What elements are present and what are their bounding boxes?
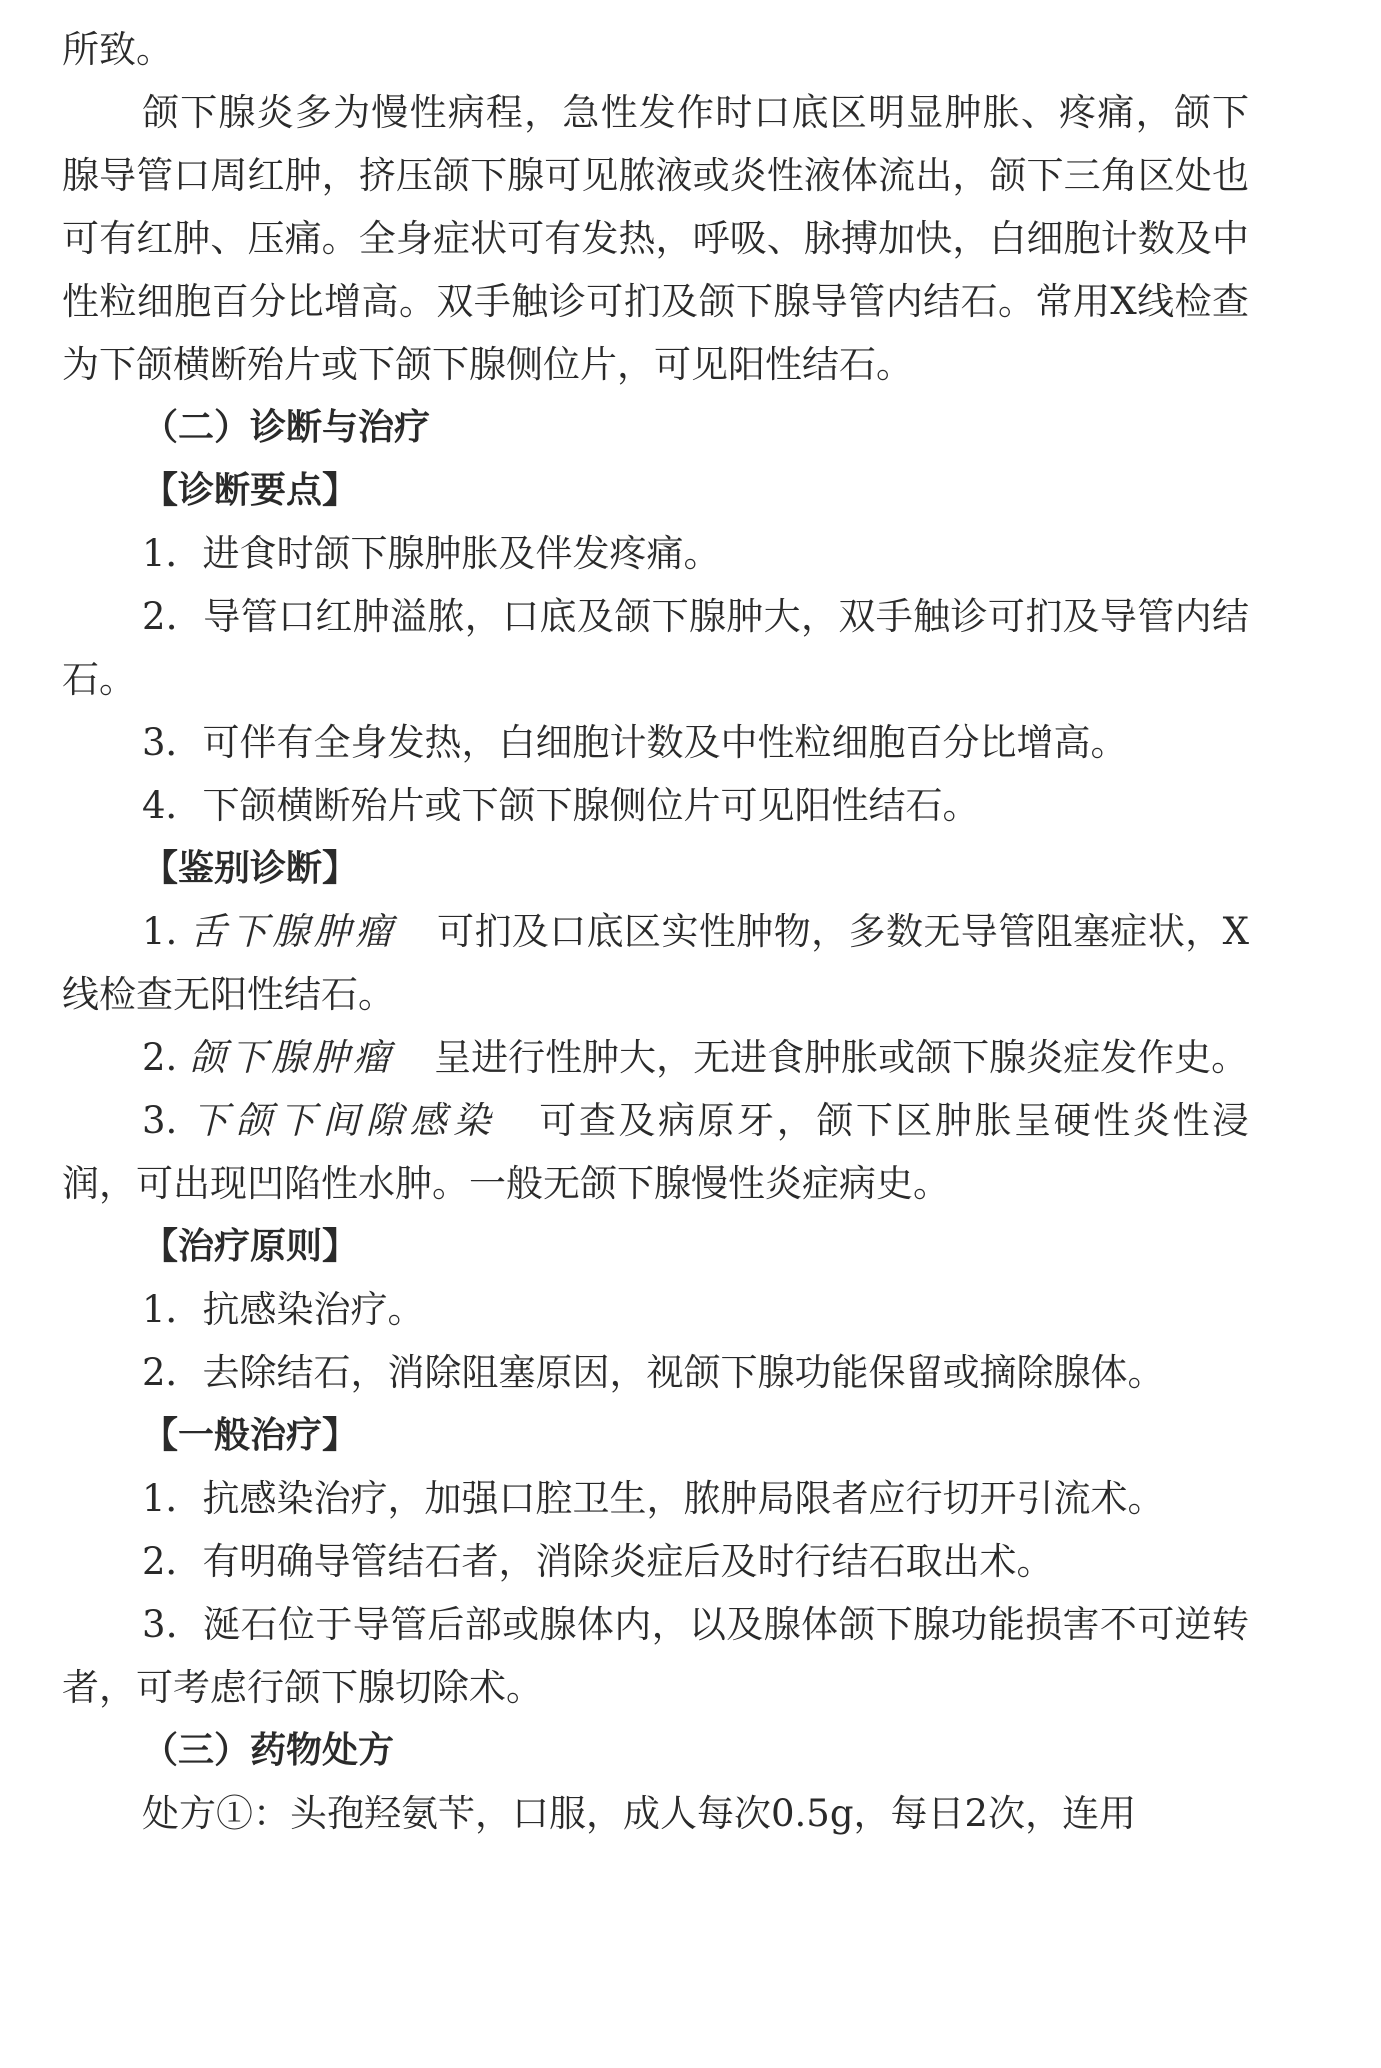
differential-item <box>62 900 1249 1026</box>
list-item: 3．涎石位于导管后部或腺体内，以及腺体颌下腺功能损害不可逆转者，可考虑行颌下腺切除术。 <box>62 1603 1249 1709</box>
document-page <box>62 18 1249 1845</box>
list-item: 2．导管口红肿溢脓，口底及颌下腺肿大，双手触诊可扪及导管内结石。 <box>62 595 1249 701</box>
list-item: 4．下颌横断殆片或下颌下腺侧位片可见阳性结石。 <box>142 784 980 827</box>
list-item: 2．去除结石，消除阻塞原因，视颌下腺功能保留或摘除腺体。 <box>142 1351 1165 1394</box>
differential-item <box>62 1026 1249 1089</box>
differential-item <box>62 1089 1249 1215</box>
section-heading-prescriptions: （三）药物处方 <box>142 1730 395 1771</box>
list-item: 2．有明确导管结石者，消除炎症后及时行结石取出术。 <box>142 1540 1054 1583</box>
item-term: 下颌下间隙感染 <box>191 1099 497 1142</box>
subheading-treatment-principles: 【治疗原则】 <box>142 1226 359 1267</box>
list-item: 1．进食时颌下腺肿胀及伴发疼痛。 <box>142 532 721 575</box>
intro-tail: 所致。 <box>62 28 173 71</box>
item-term: 舌下腺肿瘤 <box>189 910 397 953</box>
list-item: 1．抗感染治疗，加强口腔卫生，脓肿局限者应行切开引流术。 <box>142 1477 1165 1520</box>
item-number: 1. <box>142 910 178 953</box>
item-text: 呈进行性肿大，无进食肿胀或颌下腺炎症发作史。 <box>434 1036 1249 1079</box>
list-item: 3．可伴有全身发热，白细胞计数及中性粒细胞百分比增高。 <box>142 721 1128 764</box>
clinical-paragraph: 颌下腺炎多为慢性病程，急性发作时口底区明显肿胀、疼痛，颌下腺导管口周红肿，挤压颌下腺可见脓液或炎性液体流出，颌下三角区处也可有红肿、压痛。全身症状可有发热，呼吸、脉搏加快，白细胞计数及中性粒细胞百分比增高。双手触诊可扪及颌下腺导管内结石。常用X线检查为下颌横断殆片或下颌下腺侧位片，可见阳性结石。 <box>62 91 1249 386</box>
subheading-diagnosis-points: 【诊断要点】 <box>142 470 359 511</box>
item-number: 3. <box>142 1099 178 1142</box>
subheading-differential-diagnosis: 【鉴别诊断】 <box>142 848 359 889</box>
item-text: 可查及病原牙，颌下区肿胀呈硬性炎性浸润，可出现凹陷性水肿。一般无颌下腺慢性炎症病史。 <box>62 1099 1250 1205</box>
item-text: 可扪及口底区实性肿物，多数无导管阻塞症状，X线检查无阳性结石。 <box>62 910 1250 1016</box>
item-term: 颌下腺肿瘤 <box>189 1036 395 1079</box>
item-number: 2. <box>142 1036 178 1079</box>
section-heading-diagnosis-treatment: （二）诊断与治疗 <box>142 407 431 448</box>
prescription-line: 处方①：头孢羟氨苄，口服，成人每次0.5g，每日2次，连用 <box>142 1792 1137 1835</box>
list-item: 1．抗感染治疗。 <box>142 1288 425 1331</box>
subheading-general-treatment: 【一般治疗】 <box>142 1415 359 1456</box>
